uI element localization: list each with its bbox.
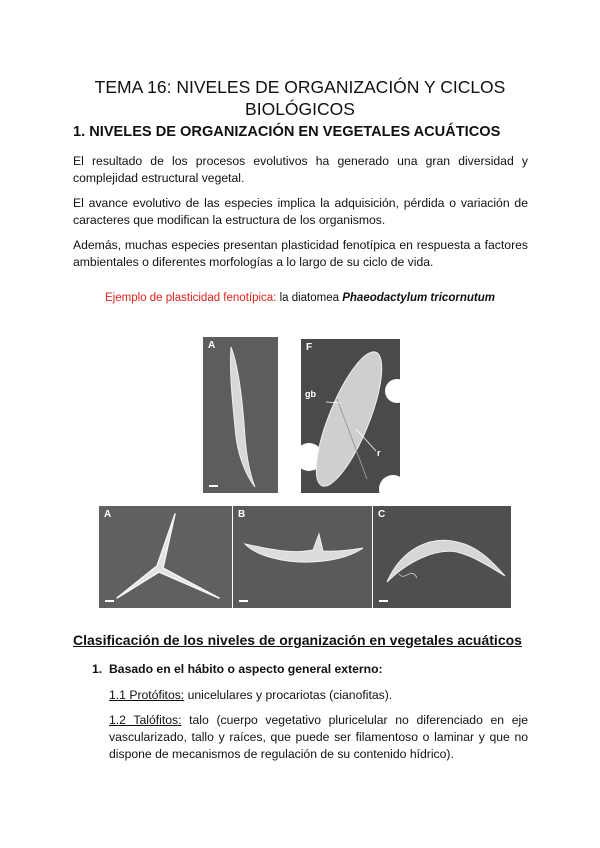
micrograph-bottom-a — [99, 506, 232, 608]
sub-item-2-term: 1.2 Talófitos: — [109, 713, 182, 727]
figure-caption — [0, 292, 600, 304]
page-title — [60, 76, 540, 120]
micrograph-top-a — [203, 337, 278, 493]
triradiate-cell-image — [99, 506, 232, 608]
scale-bar — [379, 600, 388, 602]
curved-cell-image — [373, 506, 511, 608]
sub-item-2 — [109, 712, 528, 763]
fusiform-cell-image — [203, 337, 278, 493]
annotation-r: r — [377, 448, 381, 458]
title-line-1: TEMA 16: NIVELES DE ORGANIZACIÓN Y CICLOS — [94, 77, 506, 97]
micrograph-bottom-a-label: A — [104, 509, 112, 520]
scale-bar — [105, 600, 114, 602]
sub-item-1-term: 1.1 Protófitos: — [109, 688, 185, 702]
micrograph-bottom-c-label: C — [378, 509, 386, 520]
list-item-text: Basado en el hábito o aspecto general externo: — [109, 662, 383, 676]
list-item — [92, 662, 383, 676]
micrograph-top-f-label: F — [306, 342, 313, 353]
paragraph-3: Además, muchas especies presentan plasticidad fenotípica en respuesta a factores ambientales o diferentes morfologías a lo largo de su ciclo de vida. — [73, 238, 528, 269]
sub-item-1 — [109, 687, 528, 704]
micrograph-bottom-b-label: B — [238, 509, 246, 520]
annotation-gb: gb — [305, 389, 316, 399]
caption-species: Phaeodactylum tricornutum — [342, 292, 495, 304]
oval-cell-image — [301, 339, 400, 493]
list-item-number: 1. — [92, 662, 103, 676]
sub-item-2-text: talo (cuerpo vegetativo pluricelular no diferenciado en eje vascularizado, tallo y raíces, que puede ser filamentoso o laminar y que no dispone de mecanismos de regulación de su contenido hídrico). — [109, 713, 528, 761]
paragraph-2: El avance evolutivo de las especies implica la adquisición, pérdida o variación de caracteres que modifican la estructura de los organismos. — [73, 196, 528, 227]
title-line-2: BIOLÓGICOS — [245, 99, 355, 119]
micrograph-top-a-label: A — [208, 340, 216, 351]
section-1-heading: 1. NIVELES DE ORGANIZACIÓN EN VEGETALES ACUÁTICOS — [73, 124, 501, 140]
scale-bar — [239, 600, 248, 602]
section-2-heading: Clasificación de los niveles de organización en vegetales acuáticos — [73, 632, 522, 648]
micrograph-bottom-b — [233, 506, 372, 608]
scale-bar — [209, 485, 218, 487]
caption-highlight: Ejemplo de plasticidad fenotípica: — [105, 292, 277, 304]
sub-item-1-text: unicelulares y procariotas (cianofitas). — [184, 688, 393, 702]
micrograph-top-f — [301, 339, 400, 493]
caption-text: la diatomea — [276, 292, 343, 304]
paragraph-1: El resultado de los procesos evolutivos ha generado una gran diversidad y complejidad estructural vegetal. — [73, 154, 528, 185]
micrograph-bottom-c — [373, 506, 511, 608]
fusiform-cell-image — [233, 506, 372, 608]
